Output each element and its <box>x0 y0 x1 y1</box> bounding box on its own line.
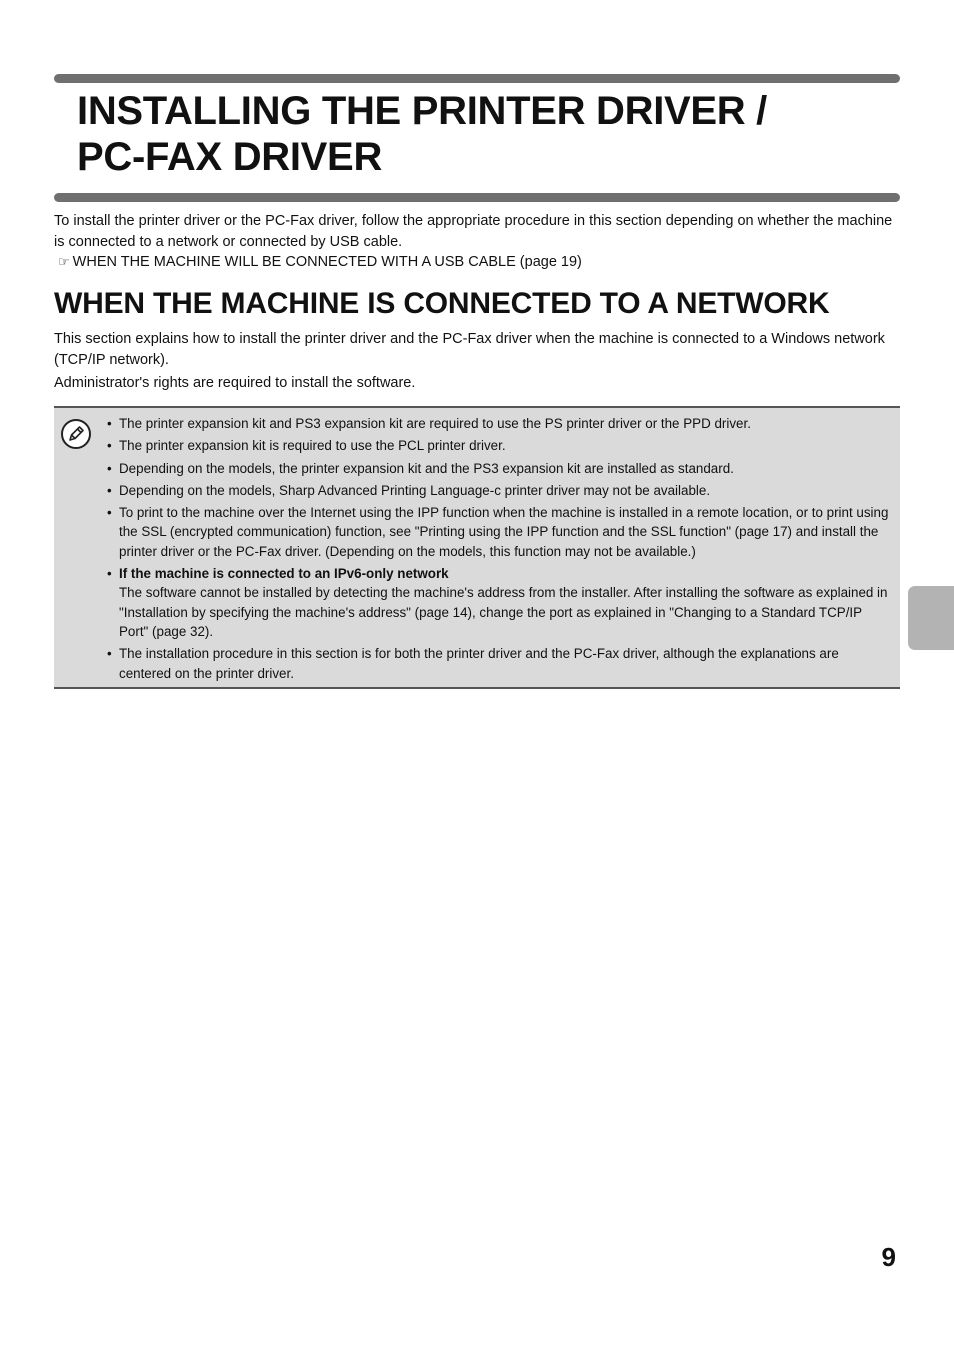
note-item-ipv6 <box>106 564 894 641</box>
ipv6-note-title: • If the machine is connected to an IPv6-only network <box>119 566 449 582</box>
note-item: • Depending on the models, the printer expansion kit and the PS3 expansion kit are installed as standard. <box>106 459 894 478</box>
usb-reference-text: WHEN THE MACHINE WILL BE CONNECTED WITH A USB CABLE (page 19) <box>72 254 582 270</box>
chapter-title-line1: INSTALLING THE PRINTER DRIVER / <box>77 89 767 133</box>
note-box <box>54 406 900 689</box>
title-rule-top <box>54 74 900 83</box>
pencil-note-icon <box>60 418 92 450</box>
ipv6-note-text: The software cannot be installed by detecting the machine's address from the installer. After installing the software as explained in "Installation by specifying the machine's address" (page 14), change the port as explained in "Changing to a Standard TCP/IP Port" (page 32). <box>119 585 888 639</box>
note-item: • To print to the machine over the Internet using the IPP function when the machine is installed in a remote location, or to print using the SSL (encrypted communication) function, see "Printing using the IPP function and the SSL function" (page 17) and install the printer driver or the PC-Fax driver. (Depending on the models, this function may not be available.) <box>106 503 894 561</box>
note-list <box>106 414 894 686</box>
section-body <box>54 329 900 397</box>
page-number: 9 <box>881 1242 896 1272</box>
usb-reference-link[interactable] <box>54 252 900 273</box>
section-heading: WHEN THE MACHINE IS CONNECTED TO A NETWORK <box>54 287 830 320</box>
chapter-title <box>77 88 877 180</box>
note-item: • The installation procedure in this section is for both the printer driver and the PC-Fax driver, although the explanations are centered on the printer driver. <box>106 644 894 683</box>
pointing-hand-icon: ☞ <box>58 254 70 269</box>
intro-block <box>54 211 900 273</box>
section-paragraph-1: This section explains how to install the printer driver and the PC-Fax driver when the machine is connected to a Windows network (TCP/IP network). <box>54 331 885 368</box>
note-item: • The printer expansion kit and PS3 expansion kit are required to use the PS printer driver or the PPD driver. <box>106 414 894 433</box>
section-paragraph-2: Administrator's rights are required to install the software. <box>54 375 416 391</box>
intro-paragraph: To install the printer driver or the PC-Fax driver, follow the appropriate procedure in this section depending on whether the machine is connected to a network or connected by USB cable. <box>54 213 893 250</box>
chapter-title-line2: PC-FAX DRIVER <box>77 135 383 179</box>
title-rule-bottom <box>54 193 900 202</box>
note-item: • The printer expansion kit is required to use the PCL printer driver. <box>106 436 894 455</box>
note-item: • Depending on the models, Sharp Advanced Printing Language-c printer driver may not be available. <box>106 481 894 500</box>
chapter-side-tab <box>908 586 954 650</box>
